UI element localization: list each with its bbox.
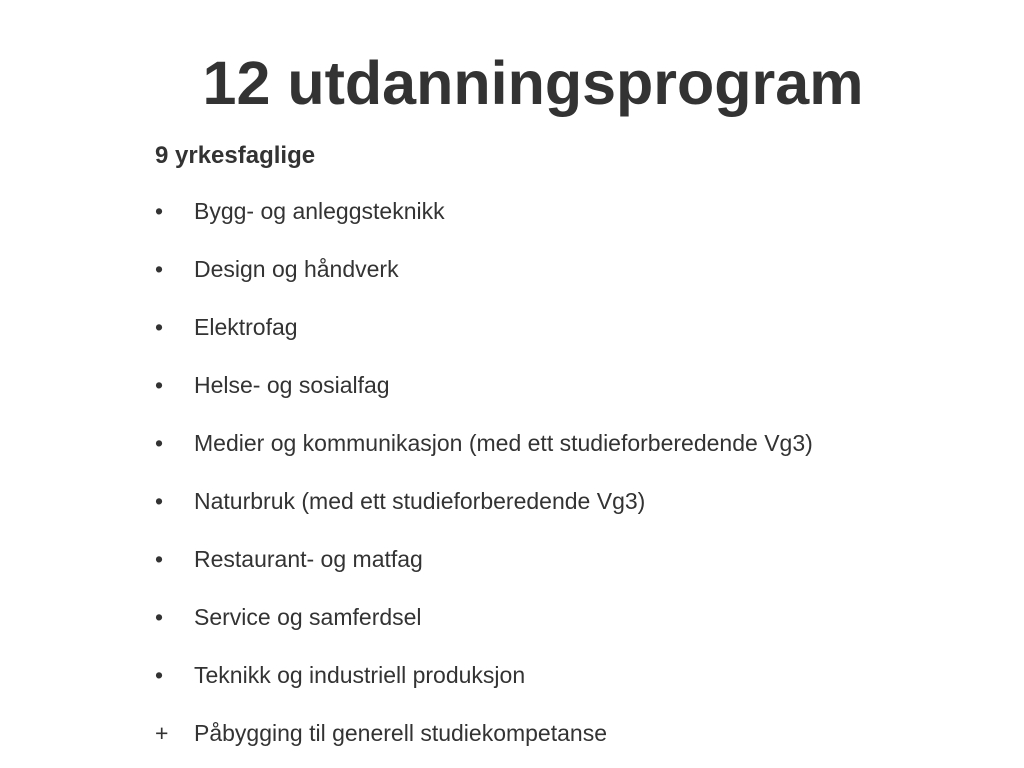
list-item-text: Restaurant- og matfag <box>194 546 423 572</box>
bullet-icon: • <box>155 604 164 630</box>
bullet-icon: • <box>155 256 164 282</box>
list-item-text: Teknikk og industriell produksjon <box>194 662 526 688</box>
bullet-icon: • <box>155 488 164 514</box>
bullet-icon: • <box>155 662 164 688</box>
list-item-text: Medier og kommunikasjon (med ett studieforberedende Vg3) <box>194 430 813 456</box>
slide-title: 12 utdanningsprogram <box>202 49 864 117</box>
list-item-text: Elektrofag <box>194 314 298 340</box>
plus-icon: + <box>155 720 169 746</box>
bullet-icon: • <box>155 198 164 224</box>
bullet-icon: • <box>155 430 164 456</box>
list-item-text: Naturbruk (med ett studieforberedende Vg3) <box>194 488 646 514</box>
list-item-text: Service og samferdsel <box>194 604 422 630</box>
bullet-icon: • <box>155 546 164 572</box>
list-item-text: Design og håndverk <box>194 256 399 282</box>
list-item-text: Helse- og sosialfag <box>194 372 390 398</box>
bullet-icon: • <box>155 372 164 398</box>
list-item-text: Bygg- og anleggsteknikk <box>194 198 445 224</box>
list-item-text: Påbygging til generell studiekompetanse <box>194 720 607 746</box>
slide-subtitle: 9 yrkesfaglige <box>155 142 316 169</box>
bullet-icon: • <box>155 314 164 340</box>
